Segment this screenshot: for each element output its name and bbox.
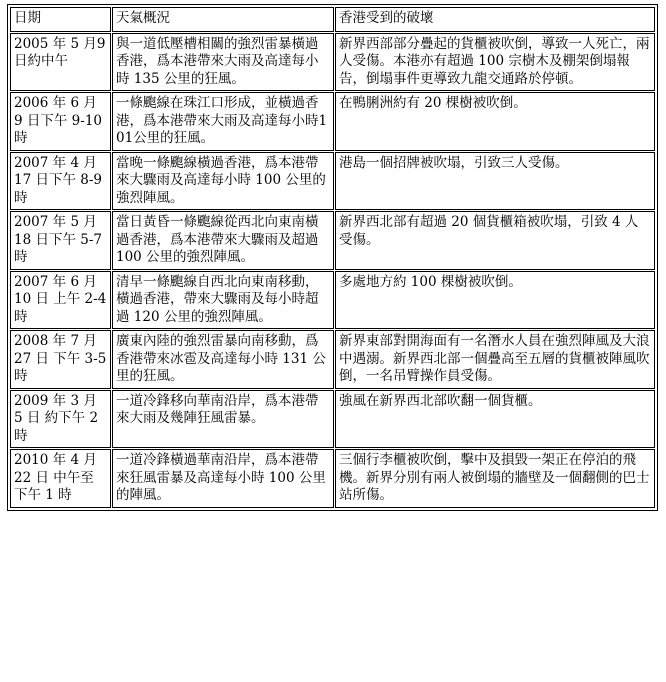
damage-cell: 港島一個招牌被吹塌，引致三人受傷。 [335,152,655,211]
header-date: 日期 [10,7,111,32]
damage-cell: 在鴨脷洲約有 20 棵樹被吹倒。 [335,92,655,151]
date-cell: 2007 年 6 月 10 日 上午 2-4 時 [10,271,111,330]
damage-cell: 新界西北部有超過 20 個貨櫃箱被吹塌，引致 4 人受傷。 [335,211,655,270]
table-row [10,33,655,92]
date-cell: 2010 年 4 月 22 日 中午至下午 1 時 [10,449,111,508]
table-row [10,330,655,389]
date-cell: 2007 年 5 月 18 日下午 5-7 時 [10,211,111,270]
table-row [10,152,655,211]
damage-cell: 新界東部對開海面有一名潛水人員在強烈陣風及大浪中遇溺。新界西北部一個疊高至五層的貨櫃被陣風吹倒，一名吊臂操作員受傷。 [335,330,655,389]
weather-cell: 當日黃昏一條颮線從西北向東南橫過香港，爲本港帶來大驟雨及超過 100 公里的強烈陣風。 [112,211,334,270]
table-body [10,33,655,508]
table-row [10,449,655,508]
date-cell: 2009 年 3 月 5 日 約下午 2 時 [10,390,111,449]
date-cell: 2006 年 6 月 9 日下午 9-10 時 [10,92,111,151]
damage-cell: 強風在新界西北部吹翻一個貨櫃。 [335,390,655,449]
weather-cell: 清早一條颮線自西北向東南移動，橫過香港，帶來大驟雨及每小時超過 120 公里的強烈陣風。 [112,271,334,330]
weather-cell: 與一道低壓槽相關的強烈雷暴橫過香港，爲本港帶來大雨及高達每小時 135 公里的狂風。 [112,33,334,92]
header-weather: 天氣概況 [112,7,334,32]
date-cell: 2008 年 7 月 27 日 下午 3-5 時 [10,330,111,389]
weather-cell: 廣東內陸的強烈雷暴向南移動，爲香港帶來冰雹及高達每小時 131 公里的狂風。 [112,330,334,389]
date-cell: 2007 年 4 月 17 日下午 8-9 時 [10,152,111,211]
table-header [10,7,655,32]
header-row [10,7,655,32]
header-damage: 香港受到的破壞 [335,7,655,32]
table-row [10,211,655,270]
damage-cell: 三個行李櫃被吹倒，擊中及損毀一架正在停泊的飛機。新界分別有兩人被倒塌的牆壁及一個翻側的巴士站所傷。 [335,449,655,508]
weather-cell: 一道冷鋒橫過華南沿岸，爲本港帶來狂風雷暴及高達每小時 100 公里的陣風。 [112,449,334,508]
weather-cell: 一道冷鋒移向華南沿岸，爲本港帶來大雨及幾陣狂風雷暴。 [112,390,334,449]
storm-damage-table-frame [7,4,658,511]
table-row [10,92,655,151]
damage-cell: 新界西部部分疊起的貨櫃被吹倒，導致一人死亡，兩人受傷。本港亦有超過 100 宗樹木及棚架倒塌報告，倒塌事件更導致九龍交通路於停頓。 [335,33,655,92]
table-row [10,271,655,330]
storm-damage-table [9,6,656,509]
weather-cell: 一條颮線在珠江口形成，並橫過香港，爲本港帶來大雨及高達每小時101公里的狂風。 [112,92,334,151]
date-cell: 2005 年 5 月9 日約中午 [10,33,111,92]
table-row [10,390,655,449]
damage-cell: 多處地方約 100 棵樹被吹倒。 [335,271,655,330]
weather-cell: 當晚一條颮線橫過香港，爲本港帶來大驟雨及高達每小時 100 公里的強烈陣風。 [112,152,334,211]
